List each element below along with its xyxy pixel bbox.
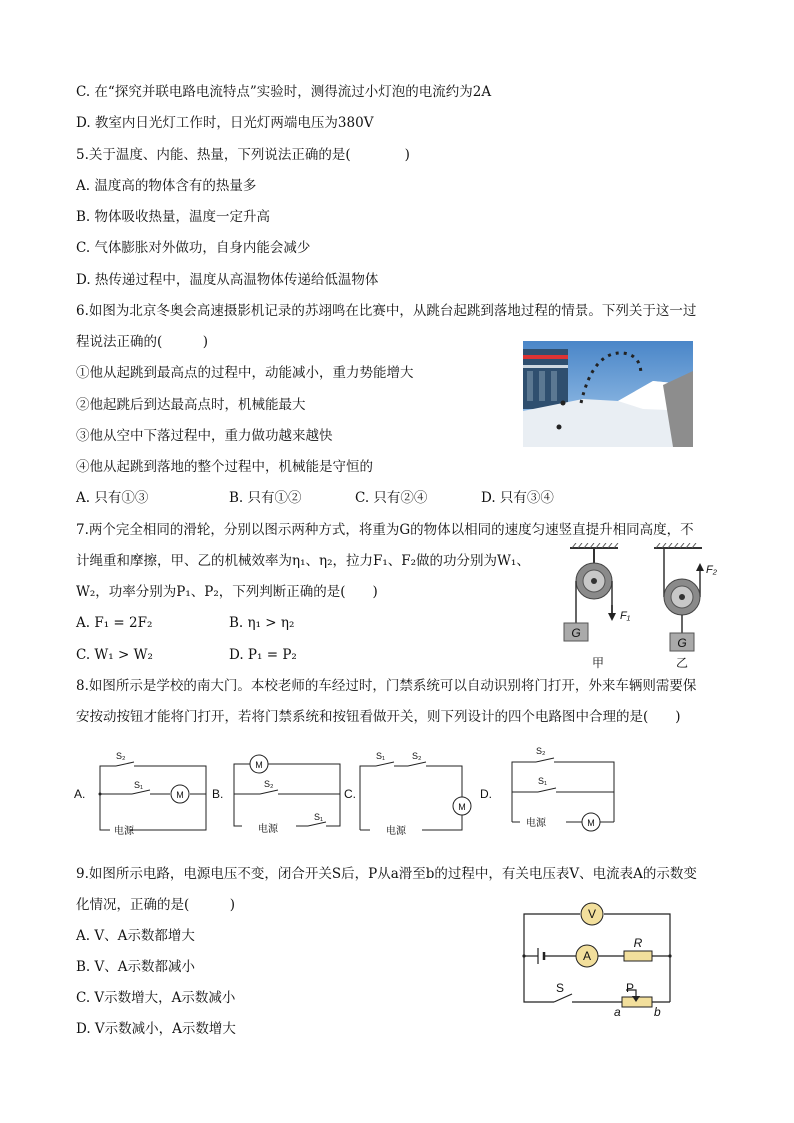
- q8-stem-line2: 安按动按钮才能将门打开，若将门禁系统和按钮看做开关，则下列设计的四个电路图中合理的是( ): [76, 709, 681, 725]
- fixed-pulley-jia: [564, 543, 631, 670]
- q5-option-c: C. 气体膨胀对外做功，自身内能会减少: [76, 240, 311, 256]
- q6-option-b: B. 只有①②: [229, 490, 302, 506]
- circuit-a-s1: S₁: [134, 780, 144, 790]
- circuit-c-s2: S₂: [412, 751, 422, 761]
- circuit-a-motor: M: [176, 790, 184, 800]
- circuit-a-s2: S₂: [116, 751, 126, 761]
- q6-stem-line2: 程说法正确的( ): [76, 334, 209, 350]
- voltmeter-label: V: [587, 907, 597, 921]
- point-b-label: b: [654, 1005, 661, 1019]
- circuit-c: [360, 762, 471, 830]
- q6-statement-4: ④他从起跳到落地的整个过程中，机械能是守恒的: [76, 459, 373, 475]
- circuit-c-motor: M: [458, 802, 466, 812]
- q5-option-a: A. 温度高的物体含有的热量多: [76, 178, 257, 194]
- circuit-d-letter: D.: [480, 787, 492, 801]
- circuit-c-letter: C.: [344, 787, 356, 801]
- q6-statement-1: ①他从起跳到最高点的过程中，动能减小，重力势能增大: [76, 365, 414, 381]
- weight-label-jia: G: [571, 626, 581, 640]
- yi-label: 乙: [675, 656, 689, 670]
- q6-statement-3: ③他从空中下落过程中，重力做功越来越快: [76, 428, 333, 444]
- q6-stem-line1: 6.如图为北京冬奥会高速摄影机记录的苏翊鸣在比赛中，从跳台起跳到落地过程的情景。下列关于这一过: [76, 303, 697, 319]
- q5-stem: 5.关于温度、内能、热量，下列说法正确的是( ): [76, 147, 410, 163]
- q9-option-d: D. V示数减小，A示数增大: [76, 1021, 236, 1037]
- q7-option-a: A. F₁ = 2F₂: [76, 615, 153, 631]
- circuit-b-s2: S₂: [264, 779, 274, 789]
- pulley-diagram: [556, 543, 732, 673]
- switch-label: S: [556, 981, 565, 995]
- q4-option-d: D. 教室内日光灯工作时，日光灯两端电压为380V: [76, 115, 374, 131]
- circuit-b-source: 电源: [258, 824, 278, 835]
- ski-jump-photo: [523, 341, 693, 447]
- q7-stem-line1: 7.两个完全相同的滑轮，分别以图示两种方式，将重为G的物体以相同的速度匀速竖直提升相同高度，不: [76, 522, 694, 538]
- circuit-d-s1: S₁: [538, 776, 548, 786]
- weight-label-yi: G: [677, 636, 687, 650]
- q4-option-c: C. 在“探究并联电路电流特点”实验时，测得流过小灯泡的电流约为2A: [76, 84, 492, 100]
- circuit-c-s1: S₁: [376, 751, 386, 761]
- f2-label: F₂: [706, 564, 717, 576]
- q9-option-b: B. V、A示数都减小: [76, 959, 196, 975]
- circuit-d-source: 电源: [526, 818, 546, 829]
- q8-circuit-options: [70, 742, 630, 840]
- q5-option-b: B. 物体吸收热量，温度一定升高: [76, 209, 271, 225]
- circuit-d-motor: M: [587, 818, 595, 828]
- q9-stem-line2: 化情况，正确的是( ): [76, 897, 236, 913]
- q7-stem-line2: 计绳重和摩擦，甲、乙的机械效率为η₁、η₂，拉力F₁、F₂做的功分别为W₁、: [76, 553, 530, 569]
- q7-option-b: B. η₁ > η₂: [229, 615, 295, 631]
- ammeter-label: A: [582, 949, 592, 963]
- circuit-b-motor: M: [255, 760, 263, 770]
- q7-stem-line3: W₂，功率分别为P₁、P₂，下列判断正确的是( ): [76, 584, 378, 600]
- q5-option-d: D. 热传递过程中，温度从高温物体传递给低温物体: [76, 272, 379, 288]
- q9-option-c: C. V示数增大，A示数减小: [76, 990, 236, 1006]
- q8-stem-line1: 8.如图所示是学校的南大门。本校老师的车经过时，门禁系统可以自动识别将门打开，外来车辆则需要保: [76, 678, 697, 694]
- q9-option-a: A. V、A示数都增大: [76, 928, 195, 944]
- q6-option-c: C. 只有②④: [355, 490, 428, 506]
- q9-circuit-diagram: [512, 898, 682, 1020]
- circuit-b-letter: B.: [212, 787, 224, 801]
- circuit-d-s2: S₂: [536, 746, 546, 756]
- q6-statement-2: ②他起跳后到达最高点时，机械能最大: [76, 397, 306, 413]
- circuit-b-s1: S₁: [314, 812, 324, 822]
- q6-option-d: D. 只有③④: [481, 490, 554, 506]
- q7-option-c: C. W₁ > W₂: [76, 647, 153, 663]
- movable-pulley-yi: [654, 543, 718, 670]
- resistor-label: R: [633, 936, 643, 950]
- q6-option-a: A. 只有①③: [76, 490, 149, 506]
- circuit-a-source: 电源: [114, 826, 134, 837]
- circuit-c-source: 电源: [386, 826, 406, 837]
- q7-option-d: D. P₁ = P₂: [229, 647, 297, 663]
- q9-stem-line1: 9.如图所示电路，电源电压不变，闭合开关S后，P从a滑至b的过程中，有关电压表V、电流表A的示数变: [76, 866, 697, 882]
- slider-label: P: [626, 981, 635, 995]
- circuit-b: [234, 755, 340, 826]
- f1-label: F₁: [620, 610, 631, 622]
- point-a-label: a: [614, 1005, 621, 1019]
- jia-label: 甲: [591, 656, 605, 670]
- circuit-a: [100, 762, 206, 830]
- circuit-a-letter: A.: [74, 787, 86, 801]
